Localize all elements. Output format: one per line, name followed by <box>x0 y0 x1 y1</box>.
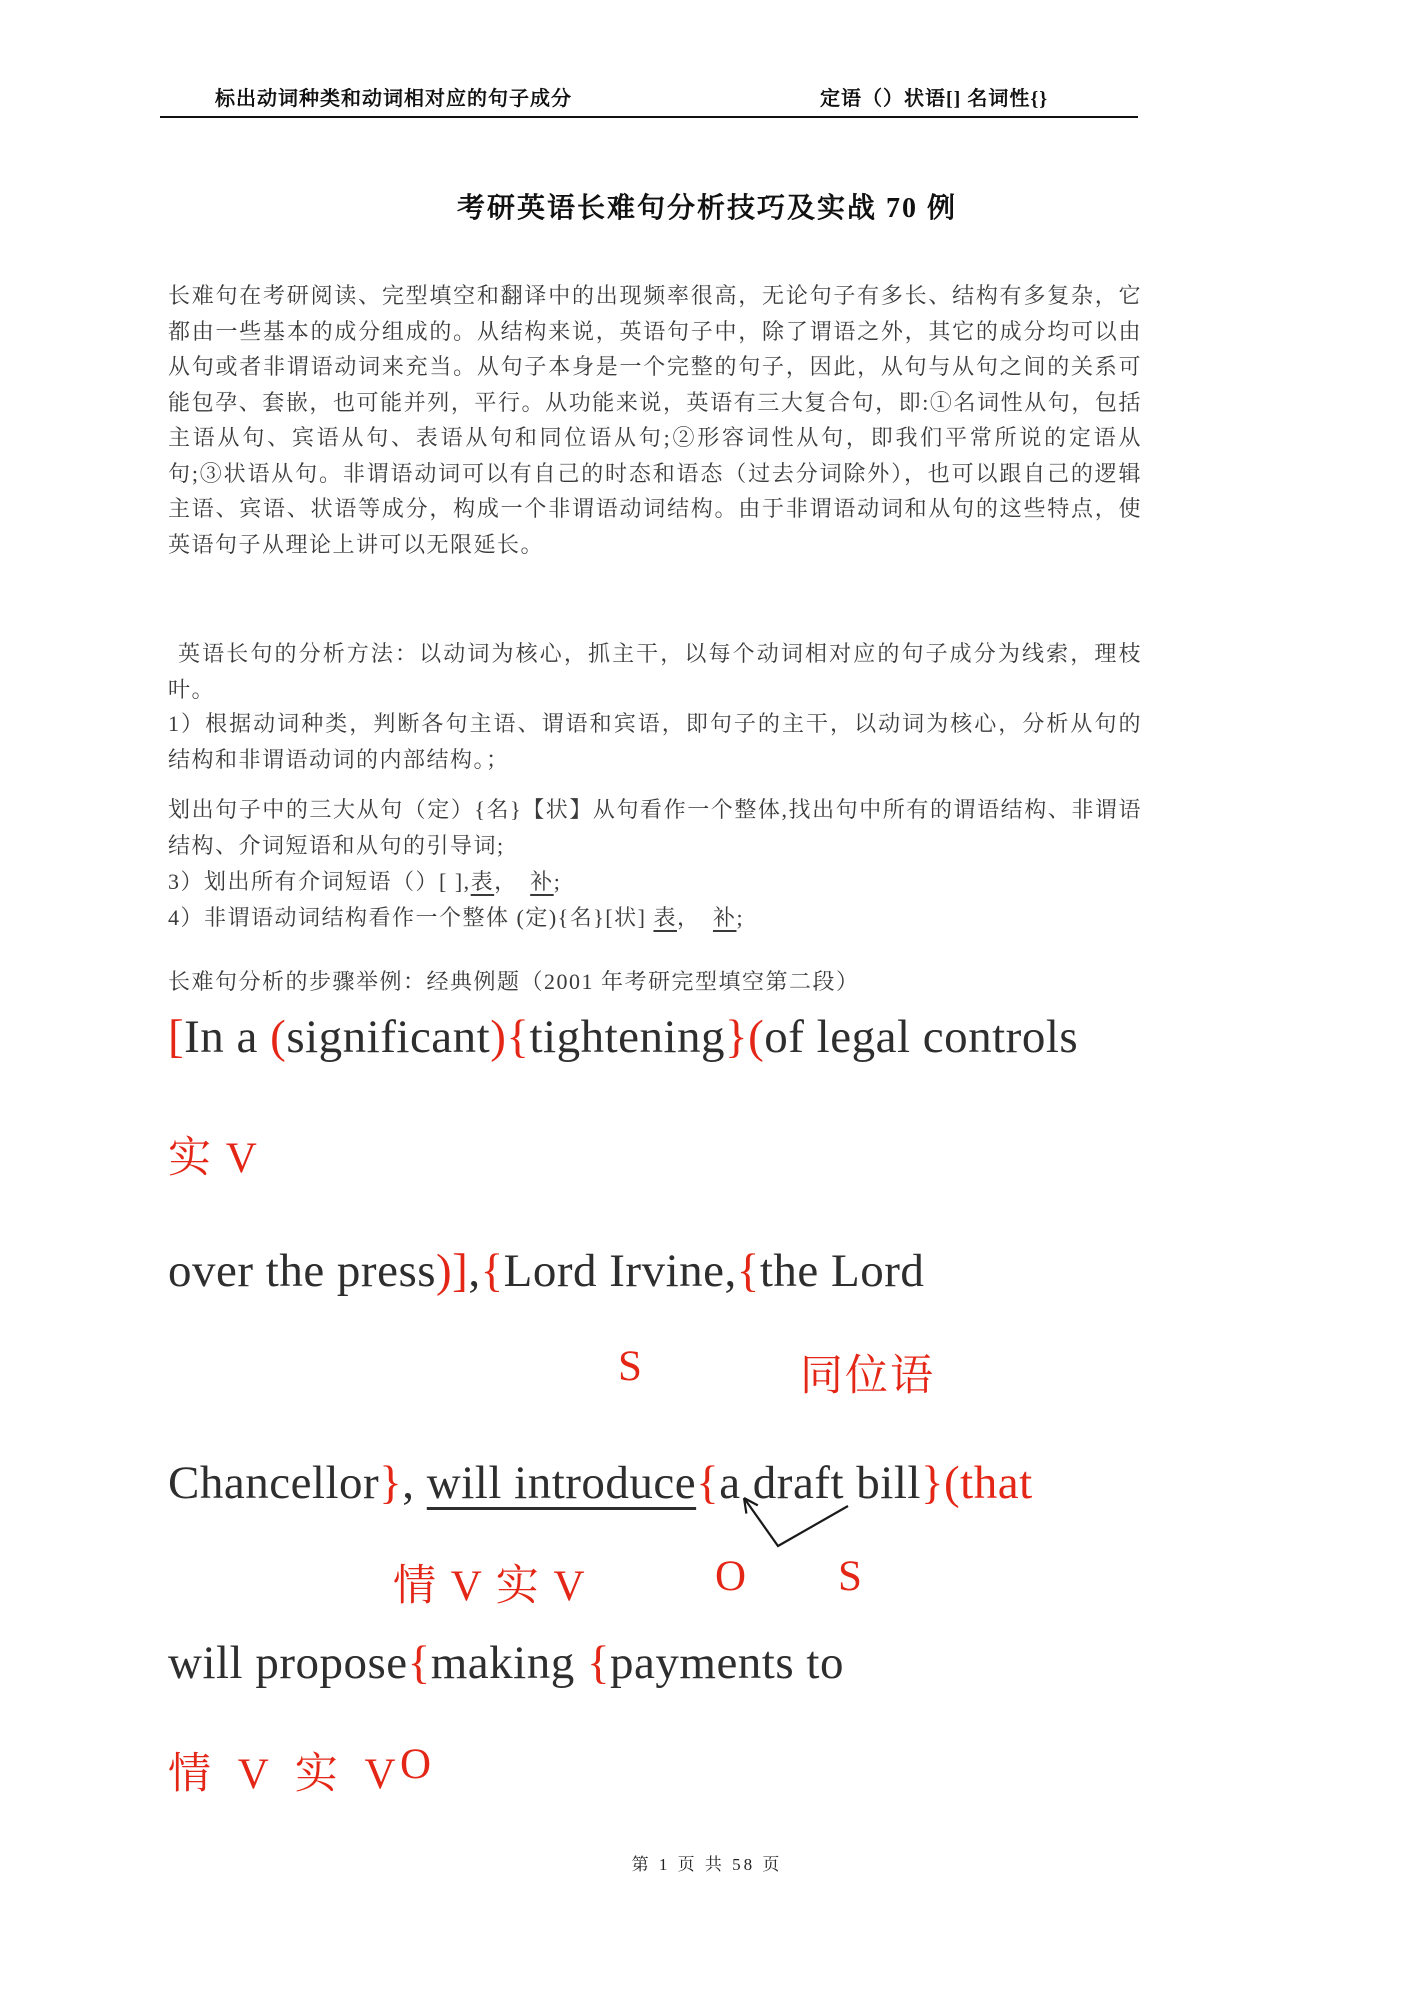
method-paragraph: 英语长句的分析方法：以动词为核心，抓主干，以每个动词相对应的句子成分为线索，理枝叶。 <box>168 641 1142 702</box>
annotation-object: O <box>715 1553 749 1600</box>
step-4-text: 4）非谓语动词结构看作一个整体 (定){名}[状] <box>168 905 654 930</box>
brace: { <box>736 1245 760 1297</box>
sentence-line-1: [In a (significant){tightening}(of legal controls <box>168 1011 1079 1063</box>
page-footer: 第 1 页 共 58 页 <box>631 1855 783 1874</box>
paren: ( <box>748 1011 765 1063</box>
example-caption: 长难句分析的步骤举例：经典例题（2001 年考研完型填空第二段） <box>168 969 860 994</box>
annotation-shi-v: 实 V <box>168 1135 259 1182</box>
bracket: [ <box>168 1011 185 1063</box>
sentence-line-2: over the press)],{Lord Irvine,{the Lord <box>168 1245 925 1297</box>
step-3-comma: ， <box>494 869 531 894</box>
verb-phrase: will introduce <box>426 1457 697 1509</box>
sentence-line-3: Chancellor}, will introduce{a draft bill}(that <box>168 1457 1033 1509</box>
step-3-biao: 表 <box>470 869 495 894</box>
sentence-line-4: will propose{making {payments to <box>168 1637 844 1689</box>
brace: { <box>586 1637 611 1689</box>
doc-title: 考研英语长难句分析技巧及实战 70 例 <box>456 193 957 224</box>
brace: { <box>696 1457 720 1509</box>
brace: { <box>506 1011 530 1063</box>
brace: } <box>725 1011 749 1063</box>
that-clause-start: (that <box>944 1457 1033 1509</box>
header-left-note: 标出动词种类和动词相对应的句子成分 <box>215 88 572 110</box>
step-3-bu: 补 <box>530 869 554 894</box>
step-2: 划出句子中的三大从句（定）{名}【状】从句看作一个整体,找出句中所有的谓语结构、非谓语结构、介词短语和从句的引导词; <box>168 797 1142 858</box>
paren-bracket: )] <box>436 1245 469 1297</box>
brace: } <box>920 1457 945 1509</box>
pointer-arrow-icon <box>716 1486 876 1561</box>
step-3-end: ; <box>553 869 562 894</box>
annotation-object-2: O <box>400 1741 434 1788</box>
brace: { <box>407 1637 431 1689</box>
annotation-subject: S <box>618 1343 644 1390</box>
step-4-bu: 补 <box>712 905 737 930</box>
step-4-comma: ， <box>676 905 713 930</box>
step-4-biao: 表 <box>653 905 677 930</box>
paren: ( <box>270 1011 287 1063</box>
brace: } <box>379 1457 403 1509</box>
annotation-modal-verb: 情 V 实 V <box>393 1563 587 1610</box>
step-4-end: ; <box>736 905 745 930</box>
step-4 <box>168 900 1142 936</box>
step-3 <box>168 864 1142 900</box>
annotation-subject-2: S <box>838 1553 864 1600</box>
header-rule <box>160 116 1138 118</box>
annotation-apposition: 同位语 <box>800 1353 935 1400</box>
step-1: 1）根据动词种类，判断各句主语、谓语和宾语，即句子的主干，以动词为核心，分析从句的结构和非谓语动词的内部结构。； <box>168 711 1142 772</box>
header-legend: 定语（）状语[] 名词性{} <box>820 88 1049 110</box>
intro-paragraph: 长难句在考研阅读、完型填空和翻译中的出现频率很高，无论句子有多长、结构有多复杂，它都由一些基本的成分组成的。从结构来说，英语句子中，除了谓语之外，其它的成分均可以由从句或者非谓语动词来充当。从句子本身是一个完整的句子，因此，从句与从句之间的关系可能包孕、套嵌，也可能并列，平行。从功能来说，英语有三大复合句，即:①名词性从句，包括主语从句、宾语从句、表语从句和同位语从句;②形容词性从句，即我们平常所说的定语从句;③状语从句。非谓语动词可以有自己的时态和语态（过去分词除外），也可以跟自己的逻辑主语、宾语、状语等成分，构成一个非谓语动词结构。由于非谓语动词和从句的这些特点，使英语句子从理论上讲可以无限延长。 <box>168 283 1142 557</box>
annotation-modal-verb-2: 情 V 实 V <box>168 1751 404 1798</box>
brace: { <box>480 1245 504 1297</box>
step-3-text: 3）划出所有介词短语（）[ ], <box>168 869 471 894</box>
paren: ) <box>490 1011 507 1063</box>
